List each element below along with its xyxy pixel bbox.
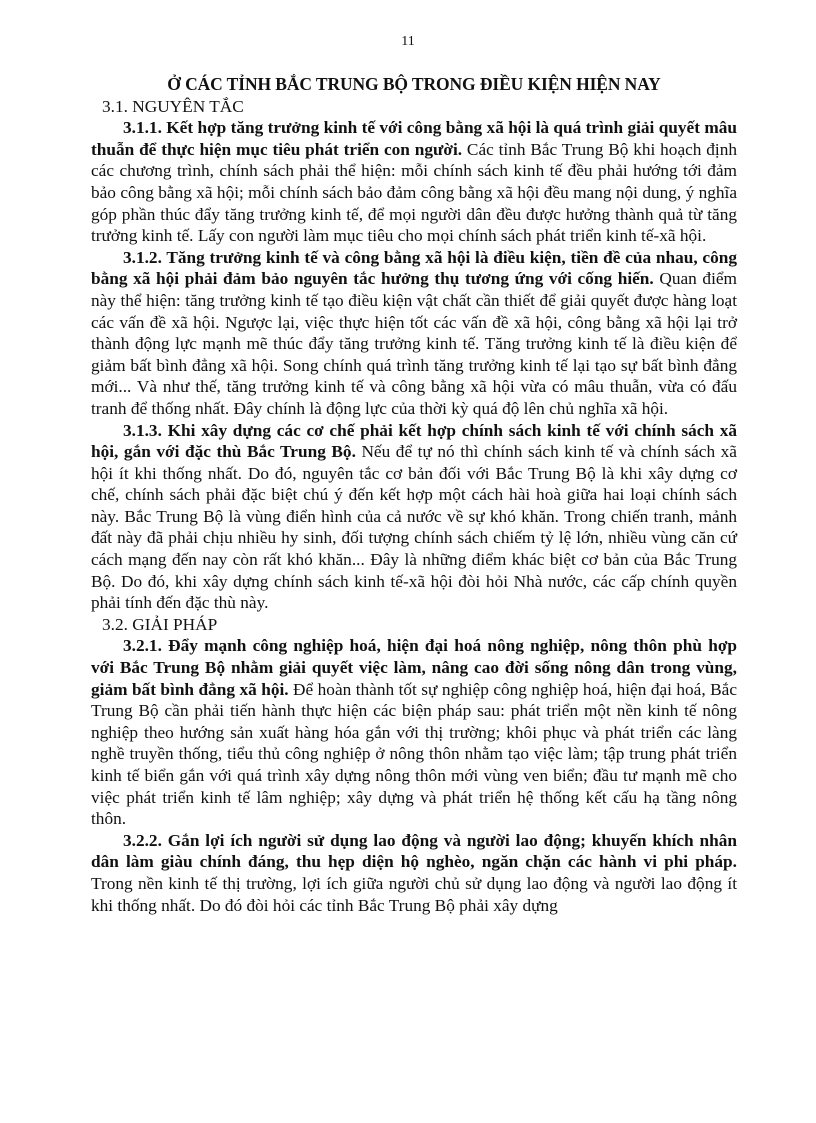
paragraph-lead: 3.1.2. Tăng trưởng kinh tế và công bằng xã hội là điều kiện, tiền đề của nhau, công bằng xã hội phải đảm bảo nguyên tắc hưởng thụ tương ứng với cống hiến.	[91, 247, 737, 289]
paragraph-lead: 3.1.3. Khi xây dựng các cơ chế phải kết hợp chính sách kinh tế với chính sách xã hội, gắn với đặc thù Bắc Trung Bộ.	[91, 420, 737, 462]
paragraph-text: Quan điểm này thể hiện: tăng trưởng kinh tế tạo điều kiện vật chất cần thiết để giải quyết được hàng loạt các vấn đề xã hội. Ngược lại, việc thực hiện tốt các vấn đề xã hội, công bằng xã hội lại trở thành động lực mạnh mẽ thúc đẩy tăng trưởng kinh tế. Tăng trưởng kinh tế là điều kiện để giảm bất bình đẳng xã hội. Song chính quá trình tăng trưởng kinh tế lại tạo sự bất bình đẳng mới... Và như thế, tăng trưởng kinh tế và công bằng xã hội vừa có mâu thuẫn, vừa có đấu tranh để thống nhất. Đây chính là động lực của thời kỳ quá độ lên chủ nghĩa xã hội.	[91, 269, 737, 418]
section-heading-principles: 3.1. NGUYÊN TẮC	[102, 96, 244, 116]
paragraph-text: Nếu để tự nó thì chính sách kinh tế và chính sách xã hội ít khi thống nhất. Do đó, nguyên tắc cơ bản đối với Bắc Trung Bộ là khi xây dựng cơ chế, chính sách phải đặc biệt chú ý đến kết hợp một cách hài hoà giữa hai loại chính sách này. Bắc Trung Bộ là vùng điển hình của cả nước về sự khó khăn. Trong chiến tranh, mảnh đất này đã phải chịu nhiều hy sinh, đối tượng chính sách chiếm tỷ lệ lớn, nhiều vùng căn cứ cách mạng đến nay còn rất khó khăn... Đây là những điểm khác biệt cơ bản của Bắc Trung Bộ. Do đó, khi xây dựng chính sách kinh tế-xã hội đòi hỏi Nhà nước, các cấp chính quyền phải tính đến đặc thù này.	[91, 442, 737, 613]
paragraph-lead: 3.2.2. Gắn lợi ích người sử dụng lao động và người lao động; khuyến khích nhân dân làm giàu chính đáng, thu hẹp diện hộ nghèo, ngăn chặn các hành vi phi pháp.	[91, 830, 737, 872]
paragraph-3-1-2	[91, 247, 737, 420]
paragraph-3-2-2	[91, 830, 737, 916]
paragraph-3-2-1	[91, 635, 737, 829]
page-body	[91, 74, 737, 916]
page-number: 11	[401, 34, 415, 49]
paragraph-text: Trong nền kinh tế thị trường, lợi ích giữa người chủ sử dụng lao động và người lao động ít khi thống nhất. Do đó đòi hỏi các tỉnh Bắc Trung Bộ phải xây dựng	[91, 873, 737, 915]
page-heading: Ở CÁC TỈNH BẮC TRUNG BỘ TRONG ĐIỀU KIỆN HIỆN NAY	[167, 74, 661, 94]
paragraph-text: Để hoàn thành tốt sự nghiệp công nghiệp hoá, hiện đại hoá, Bắc Trung Bộ cần phải tiến hành thực hiện các biện pháp sau: phát triển một nền kinh tế nông nghiệp theo hướng sản xuất hàng hóa gắn với thị trường; khôi phục và phát triển các làng nghề truyền thống, tiểu thủ công nghiệp ở nông thôn nhằm tạo việc làm; tập trung phát triển kinh tế biển gắn với quá trình xây dựng nông thôn mới vùng ven biển; đầu tư mạnh mẽ cho việc phát triển kinh tế lâm nghiệp; xây dựng và phát triển hệ thống kết cấu hạ tầng nông thôn.	[91, 679, 737, 829]
section-heading-solutions: 3.2. GIẢI PHÁP	[102, 614, 218, 634]
paragraph-3-1-3	[91, 420, 737, 614]
paragraph-lead: 3.1.1. Kết hợp tăng trưởng kinh tế với công bằng xã hội là quá trình giải quyết mâu thuẫn để thực hiện mục tiêu phát triển con người.	[91, 118, 737, 159]
paragraph-lead: 3.2.1. Đẩy mạnh công nghiệp hoá, hiện đại hoá nông nghiệp, nông thôn phù hợp với Bắc Trung Bộ nhằm giải quyết việc làm, nâng cao đời sống nông dân trong vùng, giảm bất bình đẳng xã hội.	[91, 636, 737, 699]
paragraph-3-1-1	[91, 117, 737, 247]
paragraph-text: Các tỉnh Bắc Trung Bộ khi hoạch định các chương trình, chính sách phải thể hiện: mỗi chính sách kinh tế đều phải hướng tới đảm bảo công bằng xã hội; mỗi chính sách bảo đảm công bằng xã hội đều mang nội dung, ý nghĩa góp phần thúc đẩy tăng trưởng kinh tế, để mọi người dân đều được hưởng thành quả từ tăng trưởng kinh tế. Lấy con người làm mục tiêu cho mọi chính sách phát triển kinh tế-xã hội.	[91, 139, 737, 246]
